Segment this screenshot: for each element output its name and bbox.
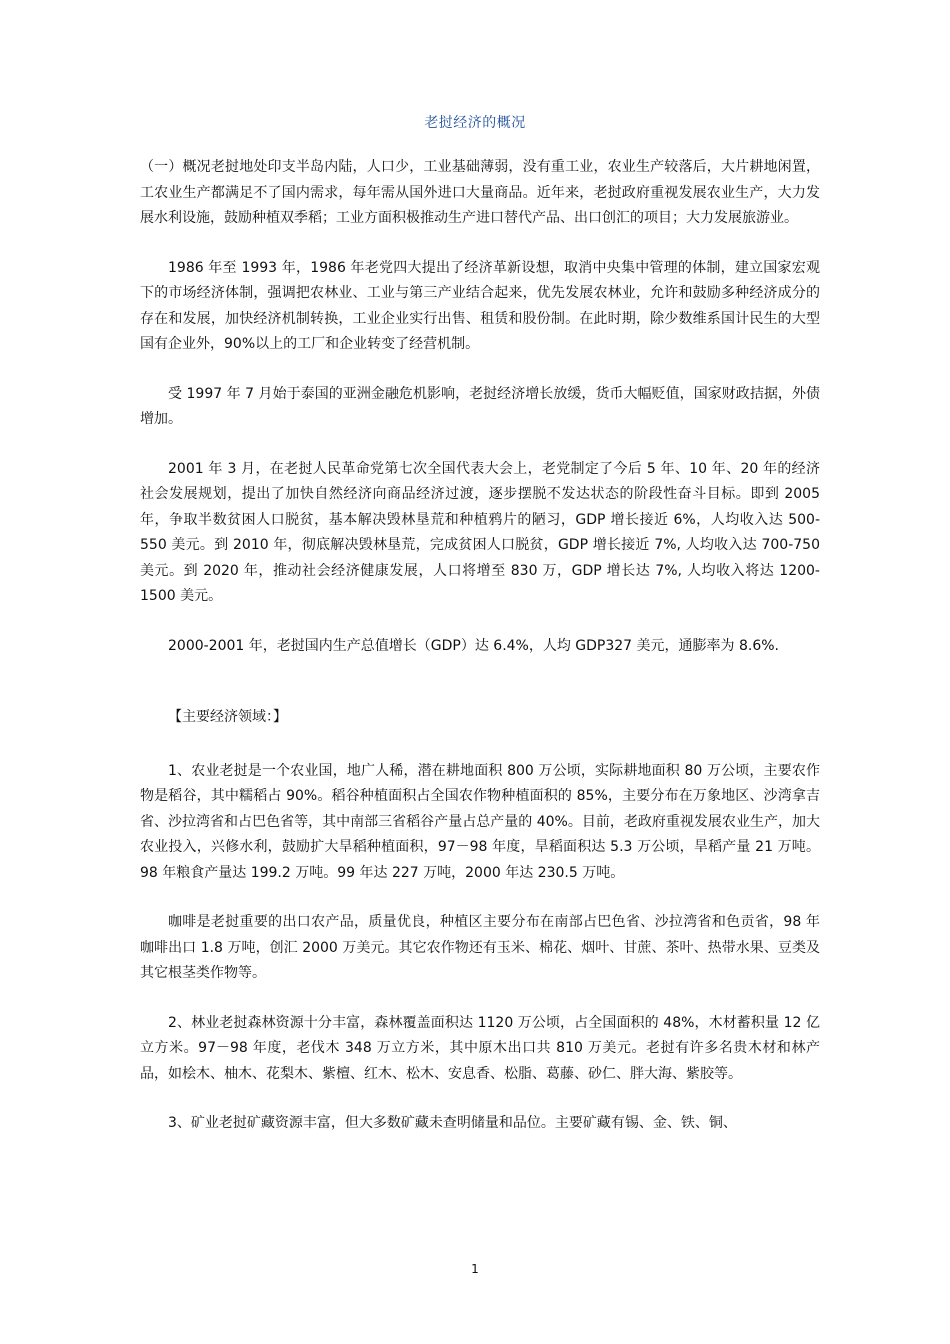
paragraph-2001-plan: 2001 年 3 月，在老挝人民革命党第七次全国代表大会上，老党制定了今后 5 年、10 年、20 年的经济社会发展规划，提出了加快自然经济向商品经济过渡，逐步摆脱不发达状态的阶段性奋斗目标。即到 2005 年，争取半数贫困人口脱贫，基本解决毁林垦荒和种植鸦片的陋习，GDP 增长接近 6%，人均收入达 500-550 美元。到 2010 年，彻底解决毁林垦荒，完成贫困人口脱贫，GDP 增长接近 7%, 人均收入达 700-750 美元。到 2020 年，推动社会经济健康发展，人口将增至 830 万，GDP 增长达 7%, 人均收入将达 1200-1500 美元。 — [140, 460, 820, 604]
page-number: 1 — [471, 1262, 479, 1276]
document-title: 老挝经济的概况 — [424, 115, 526, 131]
document-body — [140, 155, 820, 1161]
section-forestry: 2、林业老挝森林资源十分丰富，森林覆盖面积达 1120 万公顷，占全国面积的 48%，木材蓄积量 12 亿立方米。97－98 年度，老伐木 348 万立方米，其中原木出口共 810 万美元。老挝有许多名贵木材和林产品，如桧木、柚木、花梨木、紫檀、红木、松木、安息香、松脂、葛藤、砂仁、胖大海、紫胶等。 — [140, 1014, 820, 1082]
section-agriculture: 1、农业老挝是一个农业国，地广人稀，潜在耕地面积 800 万公顷，实际耕地面积 80 万公顷，主要农作物是稻谷，其中糯稻占 90%。稻谷种植面积占全国农作物种植面积的 85%，主要分布在万象地区、沙湾拿吉省、沙拉湾省和占巴色省等，其中南部三省稻谷产量占总产量的 40%。目前，老政府重视发展农业生产，加大农业投入，兴修水利，鼓励扩大旱稻种植面积，97－98 年度，旱稻面积达 5.3 万公顷，旱稻产量 21 万吨。98 年粮食产量达 199.2 万吨。99 年达 227 万吨，2000 年达 230.5 万吨。 — [140, 762, 820, 881]
paragraph-1997-crisis: 受 1997 年 7 月始于泰国的亚洲金融危机影响，老挝经济增长放缓，货币大幅贬值，国家财政拮据，外债增加。 — [140, 385, 820, 427]
section-heading: 【主要经济领域：】 — [168, 709, 287, 725]
paragraph-overview: （一）概况老挝地处印支半岛内陆，人口少，工业基础薄弱，没有重工业，农业生产较落后，大片耕地闲置，工农业生产都满足不了国内需求，每年需从国外进口大量商品。近年来，老挝政府重视发展农业生产，大力发展水利设施，鼓励种植双季稻；工业方面积极推动生产进口替代产品、出口创汇的项目；大力发展旅游业。 — [140, 159, 820, 226]
section-coffee: 咖啡是老挝重要的出口农产品，质量优良，种植区主要分布在南部占巴色省、沙拉湾省和色贡省，98 年咖啡出口 1.8 万吨，创汇 2000 万美元。其它农作物还有玉米、棉花、烟叶、甘蔗、茶叶、热带水果、豆类及其它根茎类作物等。 — [140, 914, 820, 981]
paragraph-1986-1993: 1986 年至 1993 年，1986 年老党四大提出了经济革新设想，取消中央集中管理的体制，建立国家宏观下的市场经济体制，强调把农林业、工业与第三产业结合起来，优先发展农林业，允许和鼓励多种经济成分的存在和发展，加快经济机制转换，工业企业实行出售、租赁和股份制。在此时期，除少数维系国计民生的大型国有企业外，90%以上的工厂和企业转变了经营机制。 — [140, 259, 820, 352]
section-mining: 3、矿业老挝矿藏资源丰富，但大多数矿藏未查明储量和品位。主要矿藏有锡、金、铁、铜、 — [168, 1115, 737, 1131]
paragraph-2000-2001-gdp: 2000-2001 年，老挝国内生产总值增长（GDP）达 6.4%，人均 GDP327 美元，通膨率为 8.6%. — [168, 637, 780, 654]
